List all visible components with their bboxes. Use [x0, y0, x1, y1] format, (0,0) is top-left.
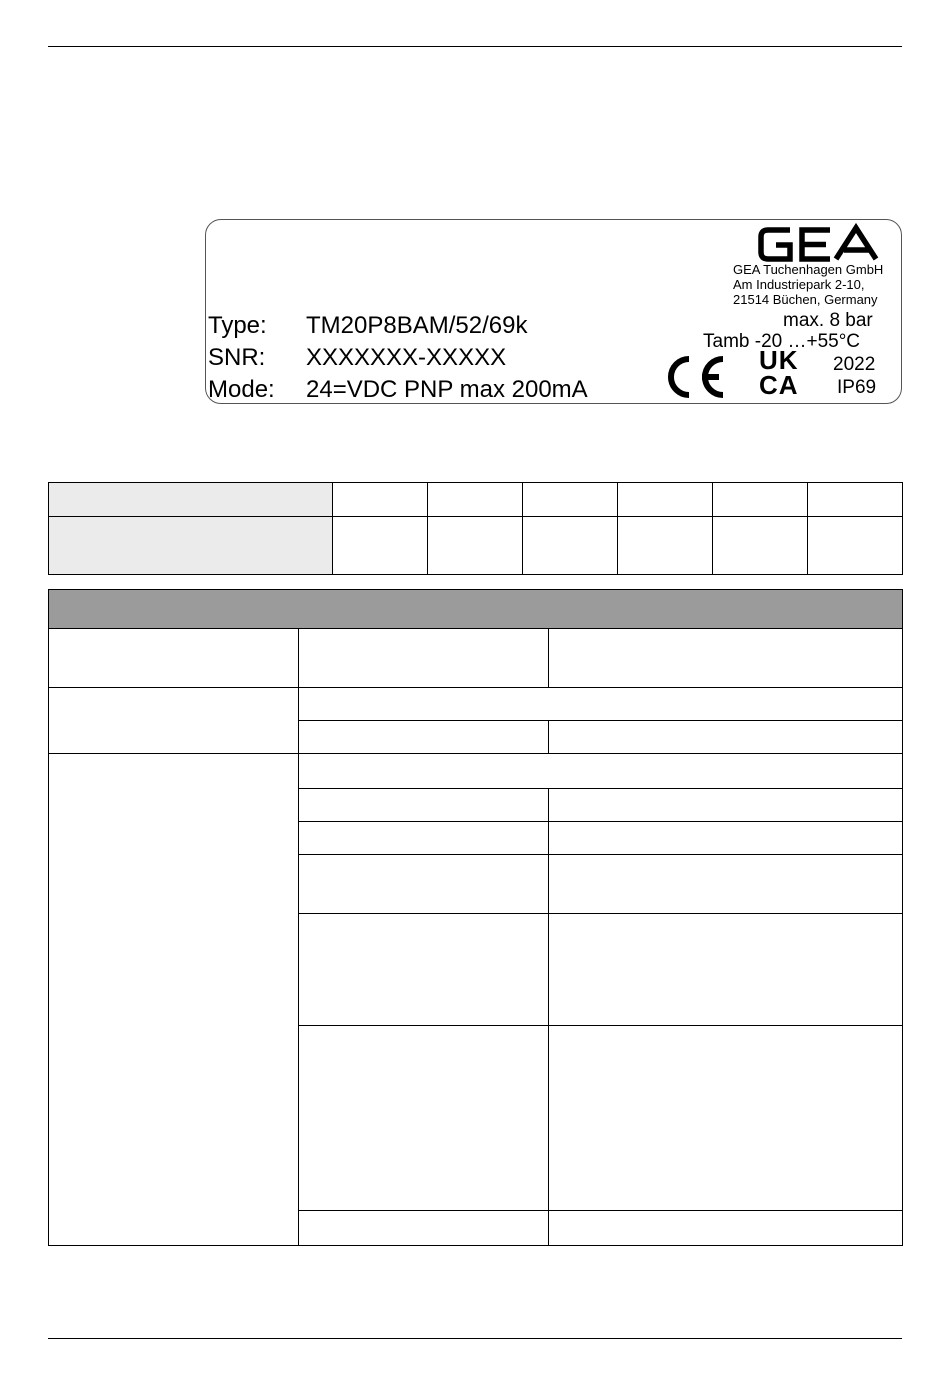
table-cell [49, 517, 333, 575]
company-city: 21514 Büchen, Germany [733, 292, 878, 307]
table-cell [299, 721, 549, 754]
mode-value: 24=VDC PNP max 200mA [306, 376, 588, 403]
table-cell [49, 629, 299, 688]
table-cell [299, 1026, 549, 1211]
type-label: Type: [208, 312, 267, 339]
table-cell [299, 1211, 549, 1246]
table-row [49, 629, 903, 688]
table-row [49, 688, 903, 721]
ambient-temperature: Tamb -20 …+55°C [703, 331, 861, 352]
snr-value: XXXXXXX-XXXXX [306, 344, 507, 371]
snr-label: SNR: [208, 344, 266, 371]
table-cell [299, 855, 549, 914]
max-pressure: max. 8 bar [783, 310, 873, 331]
table-cell [299, 914, 549, 1026]
table-cell [549, 721, 903, 754]
ukca-bottom: CA [759, 370, 799, 400]
company-address [733, 262, 883, 307]
type-value: TM20P8BAM/52/69k [306, 312, 528, 339]
table-row [49, 517, 903, 575]
table-cell [428, 483, 523, 517]
table-cell [299, 789, 549, 822]
table-cell [549, 1026, 903, 1211]
table-cell [549, 1211, 903, 1246]
ukca-top: UK [759, 345, 799, 375]
table-cell [549, 789, 903, 822]
table-cell [808, 483, 903, 517]
table-cell [618, 517, 713, 575]
type-row [208, 312, 527, 340]
table-cell [49, 754, 299, 1246]
table-cell [523, 517, 618, 575]
table-cell [713, 517, 808, 575]
footer-rule [48, 1338, 902, 1339]
company-street: Am Industriepark 2-10, [733, 277, 865, 292]
table-cell [549, 914, 903, 1026]
table-cell [549, 855, 903, 914]
table-cell [299, 754, 903, 789]
table-header-row [49, 590, 903, 629]
type-code-table [48, 482, 903, 575]
mode-row [208, 376, 588, 404]
table-cell [333, 517, 428, 575]
table-cell [523, 483, 618, 517]
type-plate [205, 219, 902, 404]
table-cell [333, 483, 428, 517]
table-cell [299, 688, 903, 721]
table-cell [618, 483, 713, 517]
table-row [49, 483, 903, 517]
ukca-mark [759, 345, 799, 400]
table-row [49, 754, 903, 789]
key-table [48, 589, 903, 1246]
gea-logo [756, 222, 882, 264]
table-cell [549, 822, 903, 855]
snr-row [208, 344, 506, 372]
table-header-cell [49, 590, 903, 629]
table-cell [49, 483, 333, 517]
company-name: GEA Tuchenhagen GmbH [733, 262, 884, 277]
table-cell [299, 822, 549, 855]
table-cell [299, 629, 549, 688]
manufacture-year: 2022 [833, 354, 876, 375]
table-cell [428, 517, 523, 575]
header-rule [48, 46, 902, 47]
ip-rating: IP69 [837, 377, 877, 398]
table-cell [808, 517, 903, 575]
mode-label: Mode: [208, 376, 275, 403]
table-cell [549, 629, 903, 688]
table-cell [49, 688, 299, 754]
ce-mark [659, 353, 729, 401]
table-cell [713, 483, 808, 517]
